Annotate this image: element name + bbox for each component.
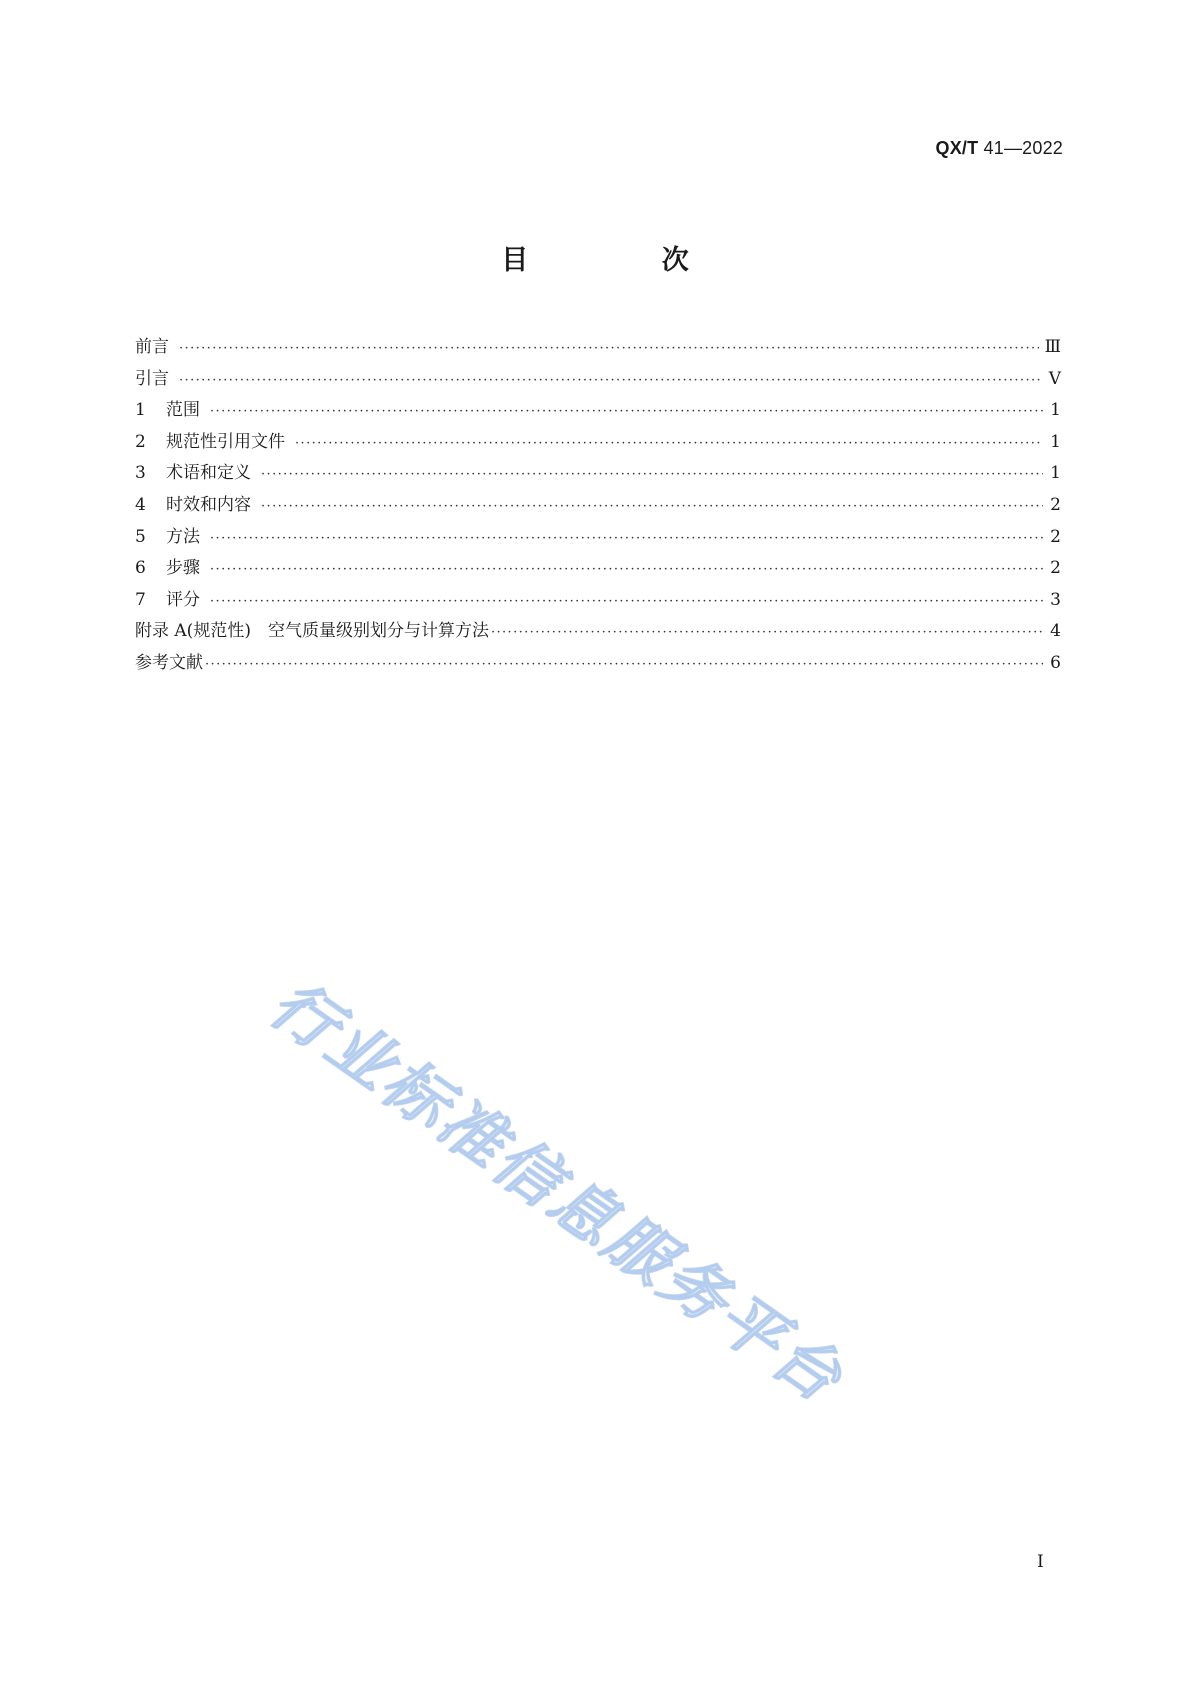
toc-entry-label: 时效和内容 — [166, 494, 251, 515]
toc-entry-label: 引言 — [135, 368, 169, 389]
toc-entry-label: 步骤 — [166, 558, 200, 579]
toc-entry-foreword[interactable] — [135, 332, 1061, 364]
toc-entry-scope[interactable] — [135, 395, 1061, 427]
dot-leader — [261, 467, 1043, 482]
toc-entry-introduction[interactable] — [135, 364, 1061, 396]
toc-entry-page: 2 — [1050, 558, 1061, 579]
document-prefix: QX/T — [935, 138, 979, 158]
toc-entry-number: 6 — [135, 558, 146, 579]
toc-entry-page: 2 — [1050, 526, 1061, 547]
toc-entry-page: 1 — [1050, 400, 1061, 421]
toc-entry-label: 规范性引用文件 — [166, 431, 285, 452]
toc-entry-number: 2 — [135, 431, 146, 452]
dot-leader — [210, 404, 1043, 419]
dot-leader — [205, 657, 1043, 672]
toc-entry-normative-references[interactable] — [135, 427, 1061, 459]
toc-entry-scoring[interactable] — [135, 585, 1061, 617]
toc-entry-label: 术语和定义 — [166, 463, 251, 484]
toc-entry-bibliography[interactable] — [135, 648, 1061, 680]
toc-entry-page: 4 — [1050, 621, 1061, 642]
toc-entry-appendix-a[interactable] — [135, 616, 1061, 648]
toc-entry-label: 范围 — [166, 400, 200, 421]
toc-entry-page: 1 — [1050, 463, 1061, 484]
dot-leader — [261, 499, 1043, 514]
toc-entry-number: 1 — [135, 400, 146, 421]
toc-entry-page: Ⅲ — [1044, 337, 1061, 357]
toc-entry-label: 参考文献 — [135, 652, 203, 673]
page-title: 目 次 — [501, 245, 751, 276]
watermark: 行业标准信息服务平台 — [256, 967, 857, 1418]
toc-entry-page: 2 — [1050, 494, 1061, 515]
toc-entry-number: 7 — [135, 589, 146, 610]
dot-leader — [210, 531, 1043, 546]
document-number: 41—2022 — [983, 138, 1063, 158]
toc-entry-timeliness-content[interactable] — [135, 490, 1061, 522]
table-of-contents — [135, 332, 1061, 680]
toc-entry-page: 3 — [1050, 589, 1061, 610]
toc-entry-page: Ⅴ — [1048, 368, 1061, 389]
toc-entry-number: 3 — [135, 463, 146, 484]
toc-entry-method[interactable] — [135, 522, 1061, 554]
toc-entry-label: 附录 A(规范性) 空气质量级别划分与计算方法 — [135, 621, 489, 642]
toc-entry-label: 前言 — [135, 337, 169, 357]
dot-leader — [210, 594, 1043, 609]
toc-entry-terms-definitions[interactable] — [135, 458, 1061, 490]
toc-entry-number: 5 — [135, 526, 146, 547]
toc-entry-label: 评分 — [166, 589, 200, 610]
dot-leader — [179, 373, 1043, 388]
toc-entry-number: 4 — [135, 494, 146, 515]
toc-entry-page: 6 — [1050, 652, 1061, 673]
page-number: Ⅰ — [1037, 1552, 1044, 1572]
toc-entry-steps[interactable] — [135, 553, 1061, 585]
dot-leader — [179, 341, 1039, 356]
document-identifier — [936, 138, 1063, 159]
toc-entry-label: 方法 — [166, 526, 200, 547]
dot-leader — [295, 436, 1043, 451]
dot-leader — [210, 562, 1043, 577]
toc-entry-page: 1 — [1050, 431, 1061, 452]
dot-leader — [491, 625, 1043, 640]
